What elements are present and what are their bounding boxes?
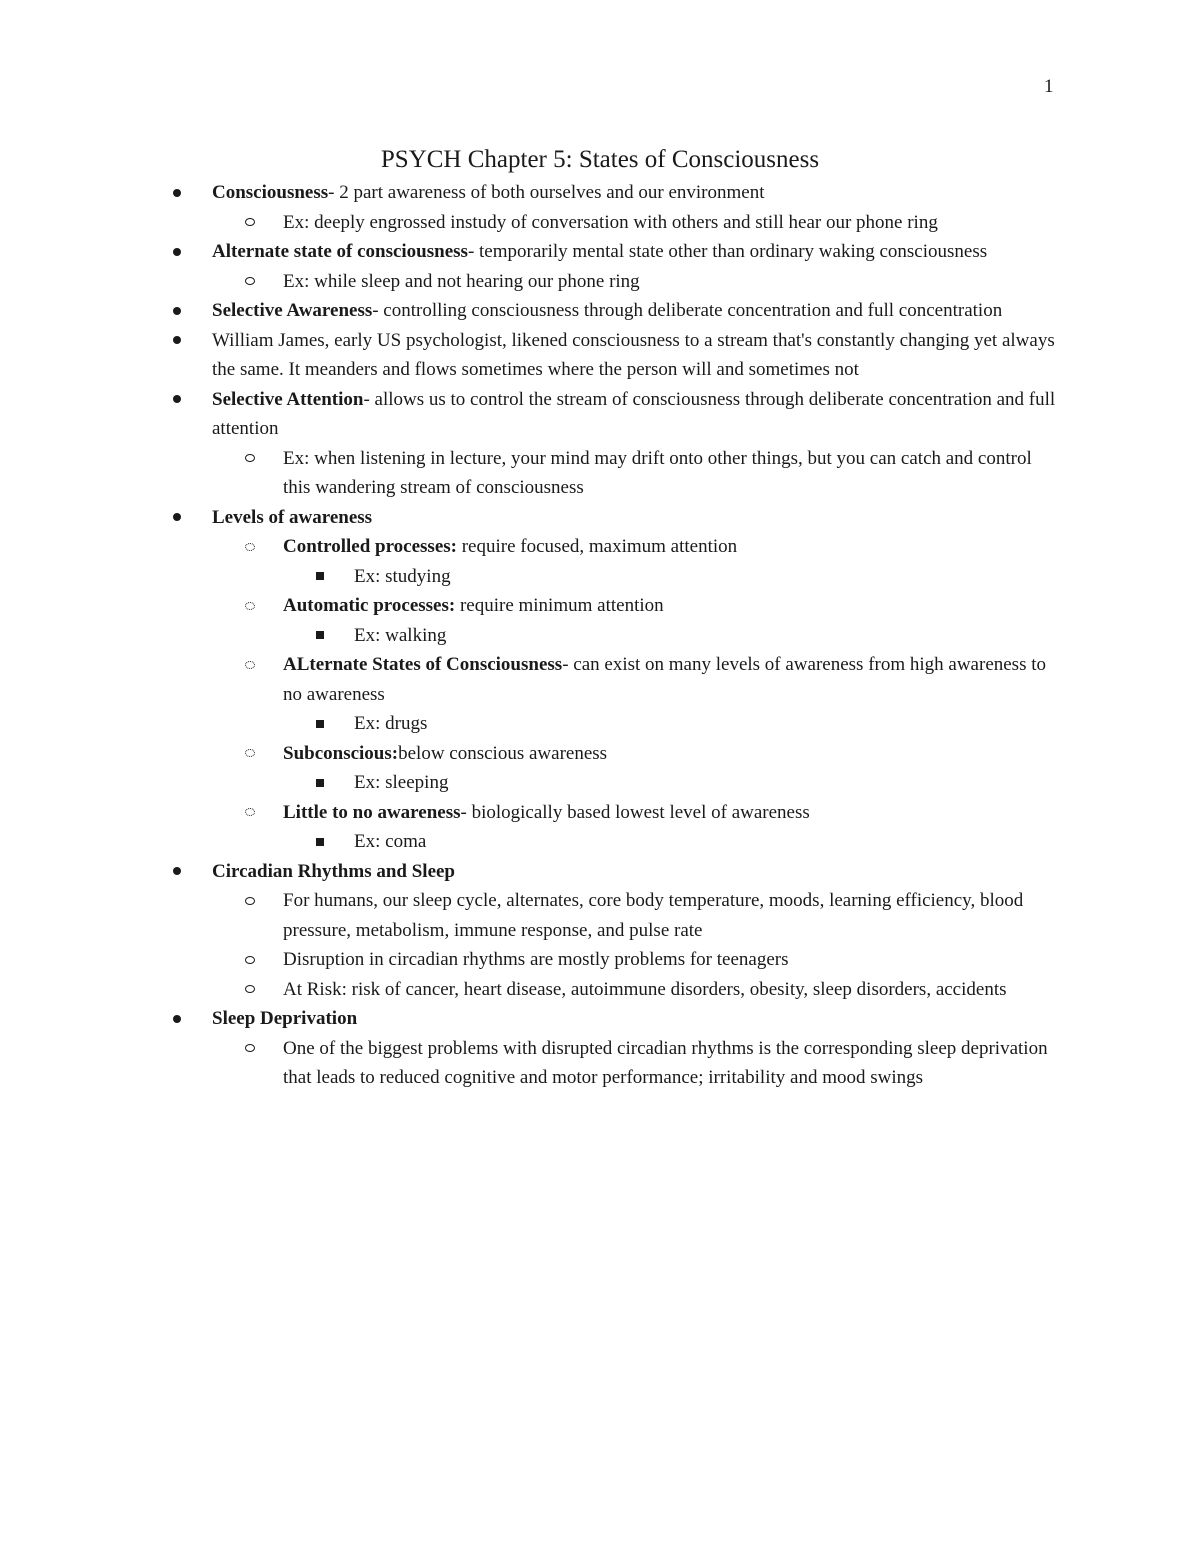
hollow-bullet-icon xyxy=(245,444,255,474)
list-item xyxy=(212,385,1062,503)
sub-text: Ex: when listening in lecture, your mind may drift onto other things, but you can catch and control this wandering stream of consciousness xyxy=(283,447,1032,498)
bullet-icon xyxy=(173,1004,181,1034)
dotted-bullet-icon xyxy=(245,591,255,621)
sub-sub-list-item xyxy=(354,562,1062,592)
term: Consciousness xyxy=(212,182,329,203)
sub-list-item xyxy=(283,1034,1062,1093)
hollow-bullet-icon xyxy=(245,267,255,297)
sub-list xyxy=(283,886,1062,1004)
document-title: PSYCH Chapter 5: States of Consciousness xyxy=(380,146,820,173)
level-term: Little to no awareness xyxy=(283,801,461,823)
term: Circadian Rhythms and Sleep xyxy=(212,860,456,882)
term: Selective Awareness xyxy=(212,300,373,321)
sub-list xyxy=(283,532,1062,857)
sub-sub-list xyxy=(354,827,1062,857)
sub-sub-list-item xyxy=(354,827,1062,857)
example-text: Ex: drugs xyxy=(354,713,428,734)
level-text: require minimum attention xyxy=(455,595,664,616)
term: Alternate state of consciousness xyxy=(212,241,468,262)
notes-body xyxy=(212,178,1062,1093)
sub-list-item xyxy=(283,591,1062,650)
definition: - allows us to control the stream of consciousness through deliberate concentration and full attention xyxy=(212,388,1056,439)
list-item xyxy=(212,237,1062,296)
sub-list xyxy=(283,444,1062,503)
bullet-icon xyxy=(173,237,181,267)
hollow-bullet-icon xyxy=(245,1034,255,1064)
bullet-icon xyxy=(173,178,181,208)
sub-list xyxy=(283,208,1062,238)
dotted-bullet-icon xyxy=(245,798,255,828)
sub-list-item xyxy=(283,650,1062,739)
hollow-bullet-icon xyxy=(245,975,255,1005)
term: Levels of awareness xyxy=(212,506,373,528)
level-term: Automatic processes: xyxy=(283,595,456,616)
level-term: Controlled processes: xyxy=(283,536,457,557)
square-bullet-icon xyxy=(316,562,324,592)
list-item xyxy=(212,857,1062,1005)
term: Sleep Deprivation xyxy=(212,1008,358,1029)
sub-sub-list-item xyxy=(354,621,1062,651)
list-item xyxy=(212,326,1062,385)
level-text: - biologically based lowest level of awareness xyxy=(460,801,810,823)
sub-list-item xyxy=(283,444,1062,503)
sub-list-item xyxy=(283,208,1062,238)
list-item xyxy=(212,178,1062,237)
sub-sub-list xyxy=(354,709,1062,739)
sub-list xyxy=(283,1034,1062,1093)
square-bullet-icon xyxy=(316,621,324,651)
hollow-bullet-icon xyxy=(245,945,255,975)
bullet-icon xyxy=(173,857,181,887)
dotted-bullet-icon xyxy=(245,650,255,680)
example-text: Ex: coma xyxy=(354,831,427,852)
sub-list-item xyxy=(283,798,1062,857)
sub-list-item xyxy=(283,267,1062,297)
sub-sub-list-item xyxy=(354,768,1062,798)
square-bullet-icon xyxy=(316,709,324,739)
sub-list-item xyxy=(283,739,1062,798)
level-text: below conscious awareness xyxy=(398,742,608,764)
bullet-icon xyxy=(173,385,181,415)
sub-sub-list xyxy=(354,768,1062,798)
level-text: - can exist on many levels of awareness from high awareness to no awareness xyxy=(283,654,1047,705)
definition: - 2 part awareness of both ourselves and our environment xyxy=(328,182,765,203)
hollow-bullet-icon xyxy=(245,886,255,916)
sub-sub-list xyxy=(354,562,1062,592)
sub-text: One of the biggest problems with disrupted circadian rhythms is the corresponding sleep deprivation that leads to reduced cognitive and motor performance; irritability and mood swings xyxy=(283,1037,1048,1088)
sub-list-item xyxy=(283,975,1062,1005)
definition: William James, early US psychologist, likened consciousness to a stream that's constantly changing yet always the same. It meanders and flows sometimes where the person will and sometimes not xyxy=(212,329,1055,380)
definition: - controlling consciousness through deliberate concentration and full concentration xyxy=(372,300,1003,321)
example-text: Ex: studying xyxy=(354,565,451,587)
bullet-icon xyxy=(173,296,181,326)
sub-list xyxy=(283,267,1062,297)
sub-sub-list xyxy=(354,621,1062,651)
hollow-bullet-icon xyxy=(245,208,255,238)
sub-text: For humans, our sleep cycle, alternates, core body temperature, moods, learning efficiency, blood pressure, metabolism, immune response, and pulse rate xyxy=(283,890,1024,941)
sub-list-item xyxy=(283,945,1062,975)
level-term: ALternate States of Consciousness xyxy=(283,654,563,675)
square-bullet-icon xyxy=(316,827,324,857)
list-item xyxy=(212,1004,1062,1093)
sub-text: Disruption in circadian rhythms are mostly problems for teenagers xyxy=(283,949,789,970)
term: Selective Attention xyxy=(212,388,364,410)
page-number: 1 xyxy=(1044,76,1054,97)
square-bullet-icon xyxy=(316,768,324,798)
level-text: require focused, maximum attention xyxy=(456,536,738,557)
dotted-bullet-icon xyxy=(245,532,255,562)
sub-list-item xyxy=(283,532,1062,591)
bullet-list xyxy=(212,178,1062,1093)
list-item xyxy=(212,503,1062,857)
bullet-icon xyxy=(173,326,181,356)
sub-sub-list-item xyxy=(354,709,1062,739)
list-item xyxy=(212,296,1062,326)
example-text: Ex: walking xyxy=(354,624,447,646)
sub-text: Ex: deeply engrossed instudy of conversation with others and still hear our phone ring xyxy=(283,211,938,233)
level-term: Subconscious: xyxy=(283,742,399,764)
sub-text: At Risk: risk of cancer, heart disease, autoimmune disorders, obesity, sleep disorders, accidents xyxy=(283,978,1007,1000)
definition: - temporarily mental state other than ordinary waking consciousness xyxy=(467,241,988,262)
example-text: Ex: sleeping xyxy=(354,772,449,793)
dotted-bullet-icon xyxy=(245,739,255,769)
sub-text: Ex: while sleep and not hearing our phone ring xyxy=(283,270,640,292)
bullet-icon xyxy=(173,503,181,533)
sub-list-item xyxy=(283,886,1062,945)
